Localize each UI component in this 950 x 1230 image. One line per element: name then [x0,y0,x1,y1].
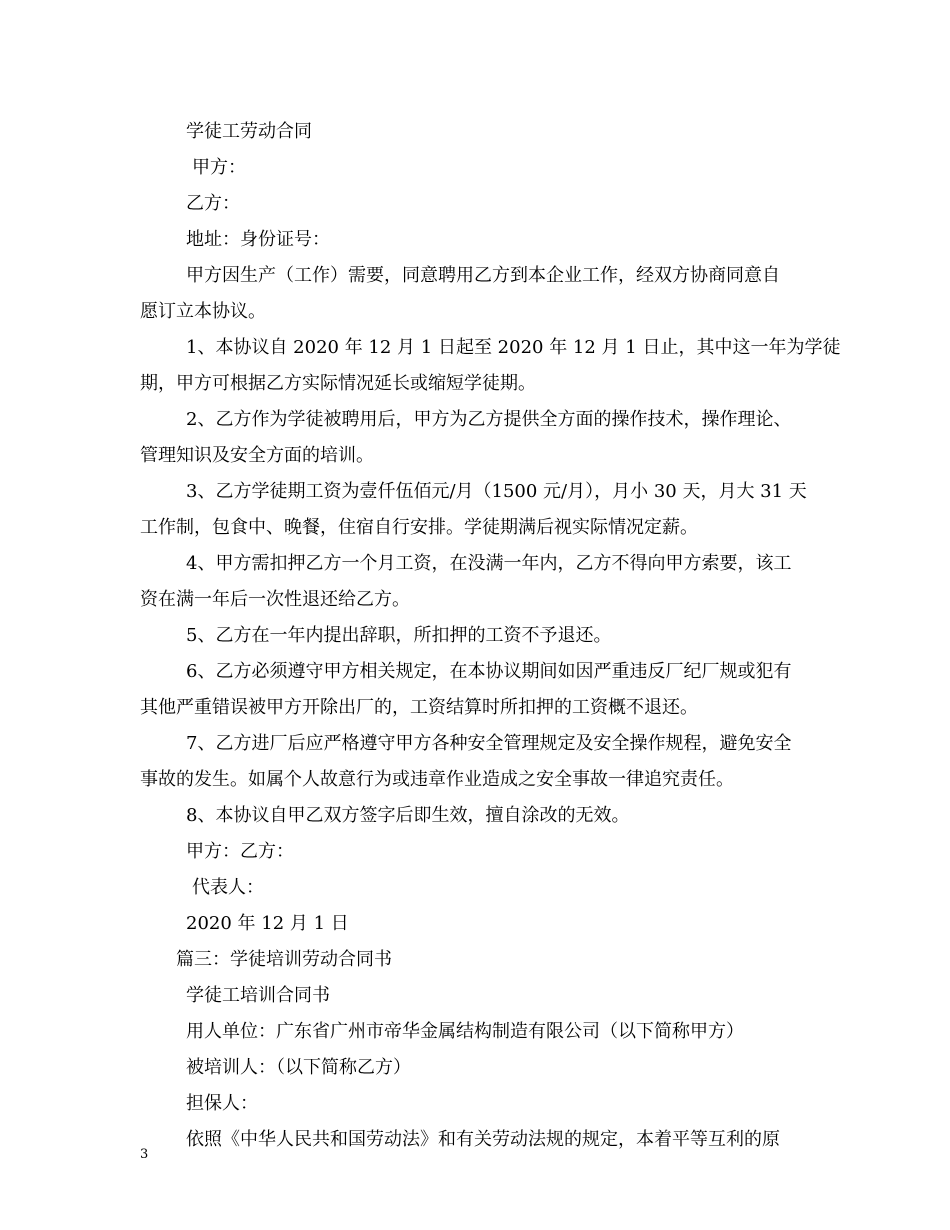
party-a-field: 甲方： [192,157,246,178]
paragraph-line: 愿订立本协议。 [140,301,266,322]
paragraph-line: 甲方因生产（工作）需要，同意聘用乙方到本企业工作，经双方协商同意自 [186,265,780,286]
section-title: 学徒工培训合同书 [186,985,330,1006]
paragraph-line: 资在满一年后一次性退还给乙方。 [140,589,410,610]
paragraph-line: 管理知识及安全方面的培训。 [140,445,374,466]
signature-parties: 甲方：乙方： [186,841,294,862]
clause-3: 3、乙方学徒期工资为壹仟伍佰元/月（1500 元/月），月小 30 天，月大 31 天 [186,481,807,502]
clause-1: 1、本协议自 2020 年 12 月 1 日起至 2020 年 12 月 1 日止，其中这一年为学徒 [186,337,841,358]
page-number: 3 [140,1147,149,1162]
contract-title: 学徒工劳动合同 [186,121,312,142]
signature-date: 2020 年 12 月 1 日 [186,913,349,934]
address-id-field: 地址：身份证号： [186,229,330,250]
representative-field: 代表人： [192,877,264,898]
clause-5: 5、乙方在一年内提出辞职，所扣押的工资不予退还。 [186,625,612,646]
paragraph-line: 工作制，包食中、晚餐，住宿自行安排。学徒期满后视实际情况定薪。 [140,517,698,538]
clause-2: 2、乙方作为学徒被聘用后，甲方为乙方提供全方面的操作技术，操作理论、 [186,409,792,430]
clause-4: 4、甲方需扣押乙方一个月工资，在没满一年内，乙方不得向甲方索要，该工 [186,553,792,574]
clause-6: 6、乙方必须遵守甲方相关规定，在本协议期间如因严重违反厂纪厂规或犯有 [186,661,792,682]
paragraph-line: 依照《中华人民共和国劳动法》和有关劳动法规的规定，本着平等互利的原 [186,1129,780,1150]
document-body [140,114,841,1158]
clause-8: 8、本协议自甲乙双方签字后即生效，擅自涂改的无效。 [186,805,630,826]
paragraph-line: 期，甲方可根据乙方实际情况延长或缩短学徒期。 [140,373,536,394]
section-heading: 篇三：学徒培训劳动合同书 [176,949,392,970]
paragraph-line: 其他严重错误被甲方开除出厂的，工资结算时所扣押的工资概不退还。 [140,697,698,718]
guarantor-field: 担保人： [186,1093,258,1114]
party-b-field: 乙方： [186,193,240,214]
paragraph-line: 事故的发生。如属个人故意行为或违章作业造成之安全事故一律追究责任。 [140,769,734,790]
trainee-field: 被培训人：（以下简称乙方） [186,1057,411,1078]
employer-field: 用人单位：广东省广州市帝华金属结构制造有限公司（以下简称甲方） [186,1021,744,1042]
clause-7: 7、乙方进厂后应严格遵守甲方各种安全管理规定及安全操作规程，避免安全 [186,733,792,754]
